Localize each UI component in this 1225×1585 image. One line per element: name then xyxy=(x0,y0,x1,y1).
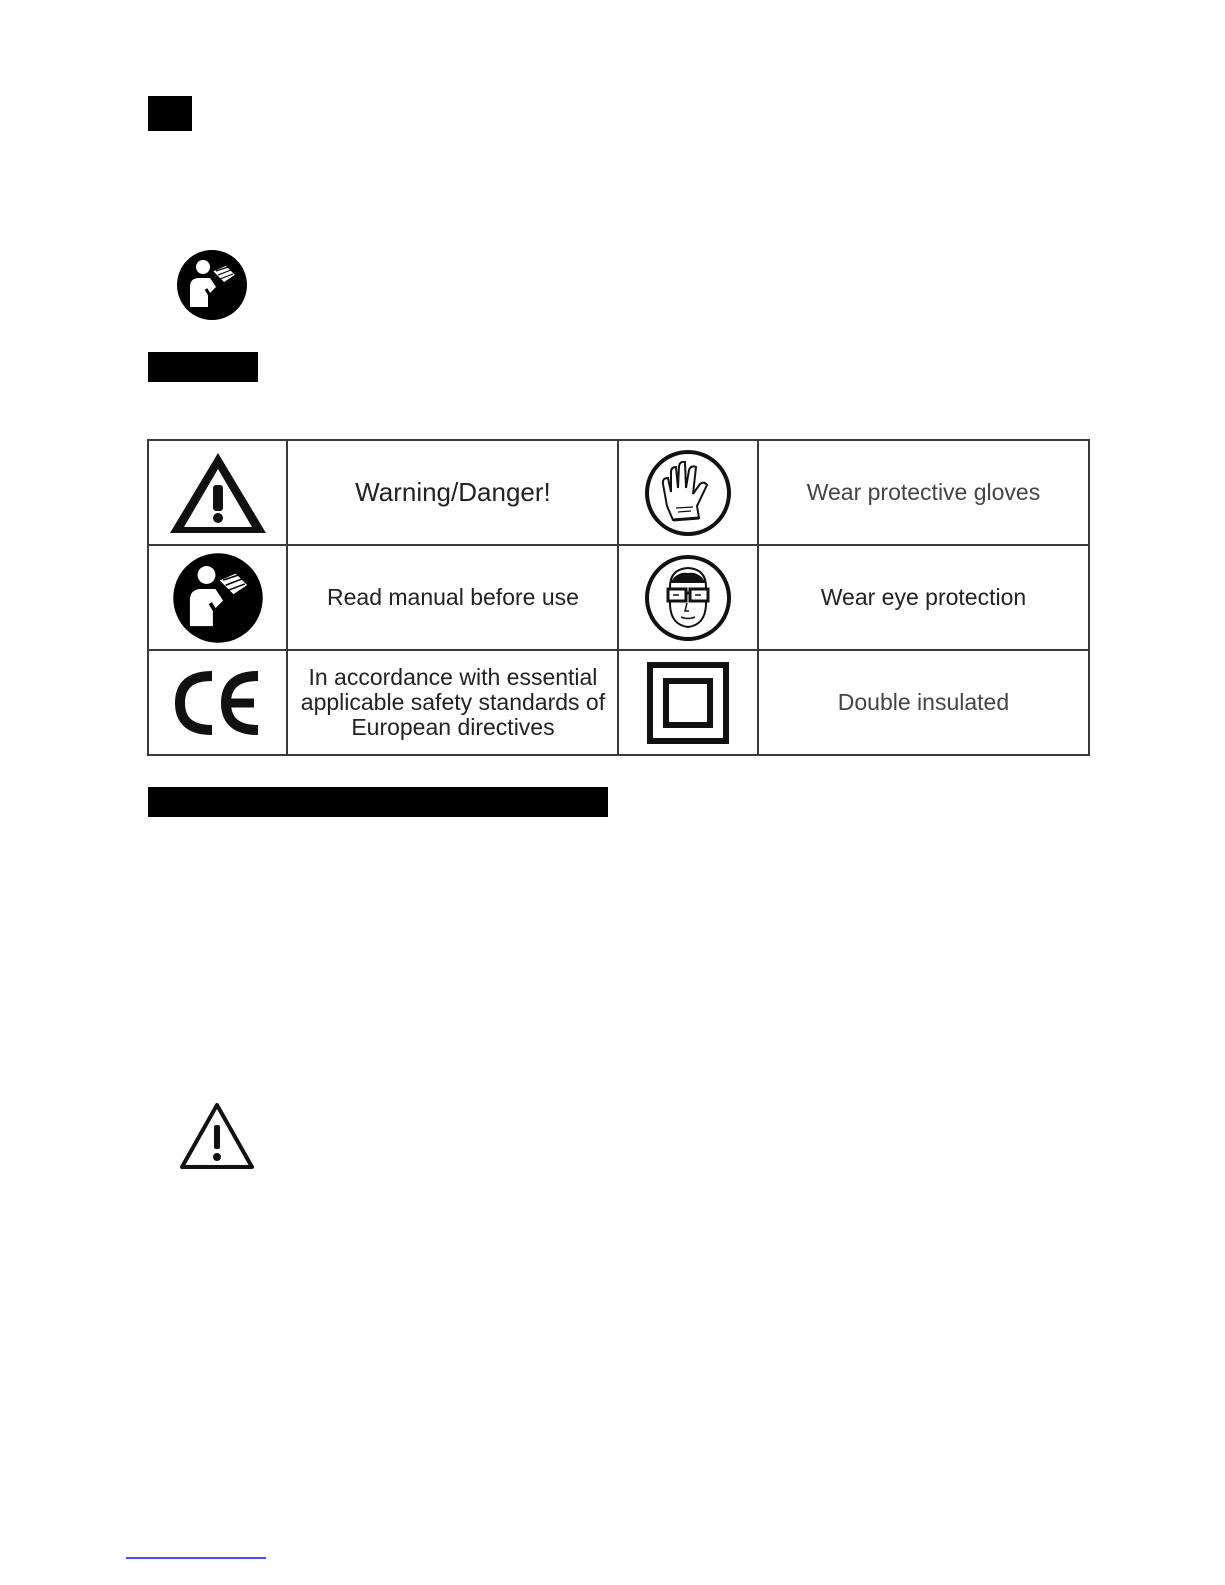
warning-triangle-icon xyxy=(178,1101,256,1171)
read-manual-icon xyxy=(176,249,248,321)
symbol-cell xyxy=(618,545,757,650)
symbol-label: Warning/Danger! xyxy=(287,440,618,545)
table-row xyxy=(148,440,1089,545)
symbol-cell xyxy=(618,440,757,545)
read-manual-icon xyxy=(172,552,264,644)
language-tab-bar xyxy=(148,96,192,131)
symbol-label: Wear eye protection xyxy=(758,545,1089,650)
symbol-cell xyxy=(148,650,287,755)
label-line: European directives xyxy=(351,714,555,740)
label-line: In accordance with essential xyxy=(308,664,598,690)
eye-protection-icon xyxy=(643,553,733,643)
table-row xyxy=(148,650,1089,755)
symbol-cell xyxy=(618,650,757,755)
symbol-label: Read manual before use xyxy=(287,545,618,650)
table-row xyxy=(148,545,1089,650)
ce-mark-icon xyxy=(172,668,264,738)
symbol-cell xyxy=(148,440,287,545)
label-line: applicable safety standards of xyxy=(300,689,606,715)
symbols-heading-bar xyxy=(148,352,258,382)
protective-gloves-icon xyxy=(643,448,733,538)
symbol-label-multiline xyxy=(287,650,618,755)
safety-heading-bar xyxy=(148,787,608,817)
symbols-table xyxy=(147,439,1090,756)
warning-triangle-icon xyxy=(166,449,270,537)
footer-rule xyxy=(126,1557,266,1559)
symbol-cell xyxy=(148,545,287,650)
symbol-label: Wear protective gloves xyxy=(758,440,1089,545)
symbol-label: Double insulated xyxy=(758,650,1089,755)
double-insulated-icon xyxy=(646,661,730,745)
